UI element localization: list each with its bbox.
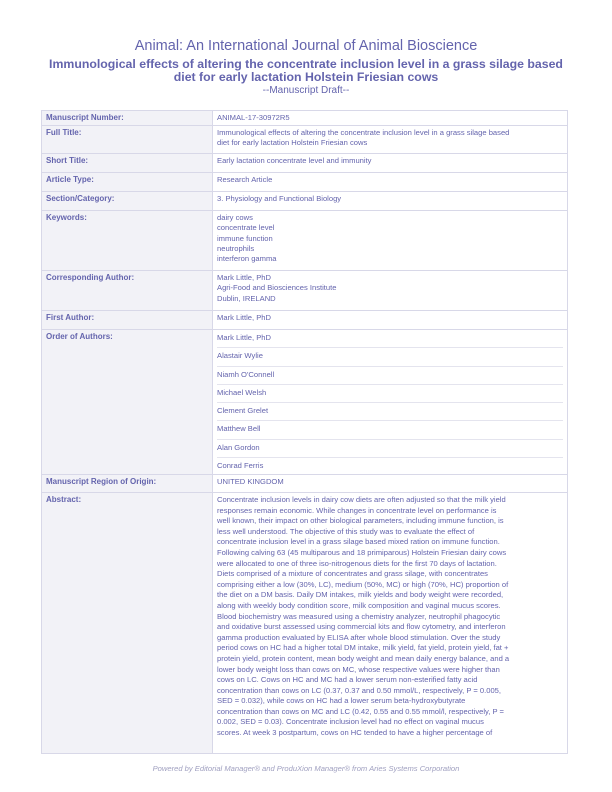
- row-label: Article Type:: [41, 173, 213, 191]
- abstract-line: gamma production evaluated by ELISA after whole blood stimulation. Over the study: [217, 632, 501, 642]
- author-item: Mark Little, PhD: [217, 330, 563, 348]
- row-label: Short Title:: [41, 154, 213, 172]
- region-of-origin: UNITED KINGDOM: [213, 475, 568, 492]
- corresponding-author: [213, 271, 568, 310]
- author-item: Alan Gordon: [217, 440, 563, 458]
- keyword: concentrate level: [217, 223, 275, 233]
- table-row: [41, 330, 568, 475]
- keyword: interferon gamma: [217, 254, 277, 264]
- footer-credit: Powered by Editorial Manager® and ProduXion Manager® from Aries Systems Corporation: [152, 764, 460, 773]
- title-line-2: diet for early lactation Holstein Friesian cows: [173, 69, 439, 84]
- full-title-line: diet for early lactation Holstein Friesian cows: [217, 138, 368, 148]
- row-label: Abstract:: [41, 493, 213, 753]
- manuscript-number: ANIMAL-17-30972R5: [213, 111, 568, 125]
- short-title: Early lactation concentrate level and immunity: [213, 154, 568, 172]
- table-row: [41, 173, 568, 192]
- abstract: [213, 493, 568, 753]
- keyword: neutrophils: [217, 243, 255, 253]
- draft-label: --Manuscript Draft--: [262, 85, 350, 96]
- abstract-line: concentrate inclusion level in a grass silage based mixed ration on immune function.: [217, 537, 500, 547]
- row-label: Corresponding Author:: [41, 271, 213, 310]
- keywords: [213, 211, 568, 270]
- row-label: Keywords:: [41, 211, 213, 270]
- abstract-line: protein yield, protein content, mean body weight and mean daily energy balance, and a: [217, 653, 510, 663]
- abstract-line: Following calving 63 (45 multiparous and 18 primiparous) Holstein Friesian dairy cows: [217, 547, 507, 557]
- author-item: Conrad Ferris: [217, 461, 264, 471]
- abstract-line: responses remain economic. While changes in concentrate level on performance is: [217, 505, 497, 515]
- table-row: [41, 126, 568, 154]
- first-author: Mark Little, PhD: [213, 311, 568, 329]
- abstract-line: the diet on a DM basis. Daily DM intakes, milk yields and body weight were recorded,: [217, 590, 504, 600]
- author-item: Niamh O'Connell: [217, 367, 563, 385]
- abstract-line: comprising either a low (30%, LC), medium (50%, MC) or high (70%, HC) proportion of: [217, 579, 509, 589]
- abstract-line: lower body weight loss than cows on MC, whose respective values were higher than: [217, 664, 500, 674]
- keyword: immune function: [217, 233, 273, 243]
- author-item: Clement Grelet: [217, 403, 563, 421]
- abstract-line: concentration than cows on MC and LC (0.42, 0.55 and 0.55 mmol/l, respectively, P =: [217, 706, 504, 716]
- order-of-authors: [213, 330, 568, 474]
- author-item: Alastair Wylie: [217, 348, 563, 366]
- table-row: [41, 154, 568, 173]
- row-label: Manuscript Region of Origin:: [41, 475, 213, 492]
- abstract-line: scores. At week 3 postpartum, cows on HC tended to have a higher percentage of: [217, 728, 493, 738]
- author-line: Mark Little, PhD: [217, 273, 272, 282]
- abstract-line: Diets comprised of a mixture of concentrates and grass silage, with concentrates: [217, 569, 488, 579]
- journal-title: Animal: An International Journal of Animal Bioscience: [134, 38, 478, 54]
- keyword: dairy cows: [217, 213, 253, 222]
- table-row: [41, 271, 568, 311]
- table-row: [41, 311, 568, 330]
- row-label: Full Title:: [41, 126, 213, 153]
- manuscript-info-table: [41, 110, 568, 754]
- abstract-line: period cows on HC had a higher total DM intake, milk yield, fat yield, protein yield, fat +: [217, 643, 509, 653]
- abstract-line: concentration than cows on LC (0.37, 0.37 and 0.50 mmol/L, respectively, P = 0.005,: [217, 685, 502, 695]
- table-row: [41, 475, 568, 493]
- table-row: [41, 211, 568, 271]
- table-row: [41, 493, 568, 754]
- abstract-line: and oxidative burst assessed using commercial kits and flow cytometry, and interferon: [217, 622, 506, 632]
- table-row: [41, 192, 568, 211]
- abstract-line: less well understood. The objective of this study was to evaluate the effect of: [217, 526, 475, 536]
- abstract-line: cows on LC. Cows on HC and MC had a lower serum non-esterified fatty acid: [217, 675, 478, 685]
- full-title: [213, 126, 568, 153]
- row-label: Manuscript Number:: [41, 111, 213, 125]
- abstract-line: 0.002, SED = 0.03). Concentrate inclusion level had no effect on vaginal mucus: [217, 717, 484, 727]
- manuscript-title: [0, 58, 612, 83]
- article-type: Research Article: [213, 173, 568, 191]
- abstract-line: Blood biochemistry was measured using a chemistry analyzer, neutrophil phagocytic: [217, 611, 501, 621]
- section-category: 3. Physiology and Functional Biology: [213, 192, 568, 210]
- abstract-line: Concentrate inclusion levels in dairy cow diets are often adjusted so that the milk yield: [217, 495, 506, 504]
- table-row: [41, 111, 568, 126]
- abstract-line: along with weekly body condition score, milk composition and vaginal mucus scores.: [217, 600, 501, 610]
- row-label: First Author:: [41, 311, 213, 329]
- title-line-1: Immunological effects of altering the concentrate inclusion level in a grass silage based: [49, 57, 563, 71]
- abstract-line: were allocated to one of three iso-nitrogenous diets for the first 70 days of lactation.: [217, 558, 497, 568]
- row-label: Order of Authors:: [41, 330, 213, 474]
- author-item: Michael Welsh: [217, 385, 563, 403]
- abstract-line: well known, their impact on other biological parameters, including immune function, is: [217, 516, 504, 526]
- author-line: Agri-Food and Biosciences Institute: [217, 283, 337, 293]
- row-label: Section/Category:: [41, 192, 213, 210]
- author-item: Matthew Bell: [217, 421, 563, 439]
- abstract-line: SED = 0.032), while cows on HC had a lower serum beta-hydroxybutyrate: [217, 696, 466, 706]
- full-title-line: Immunological effects of altering the concentrate inclusion level in a grass silage based: [217, 128, 510, 137]
- author-line: Dublin, IRELAND: [217, 293, 276, 303]
